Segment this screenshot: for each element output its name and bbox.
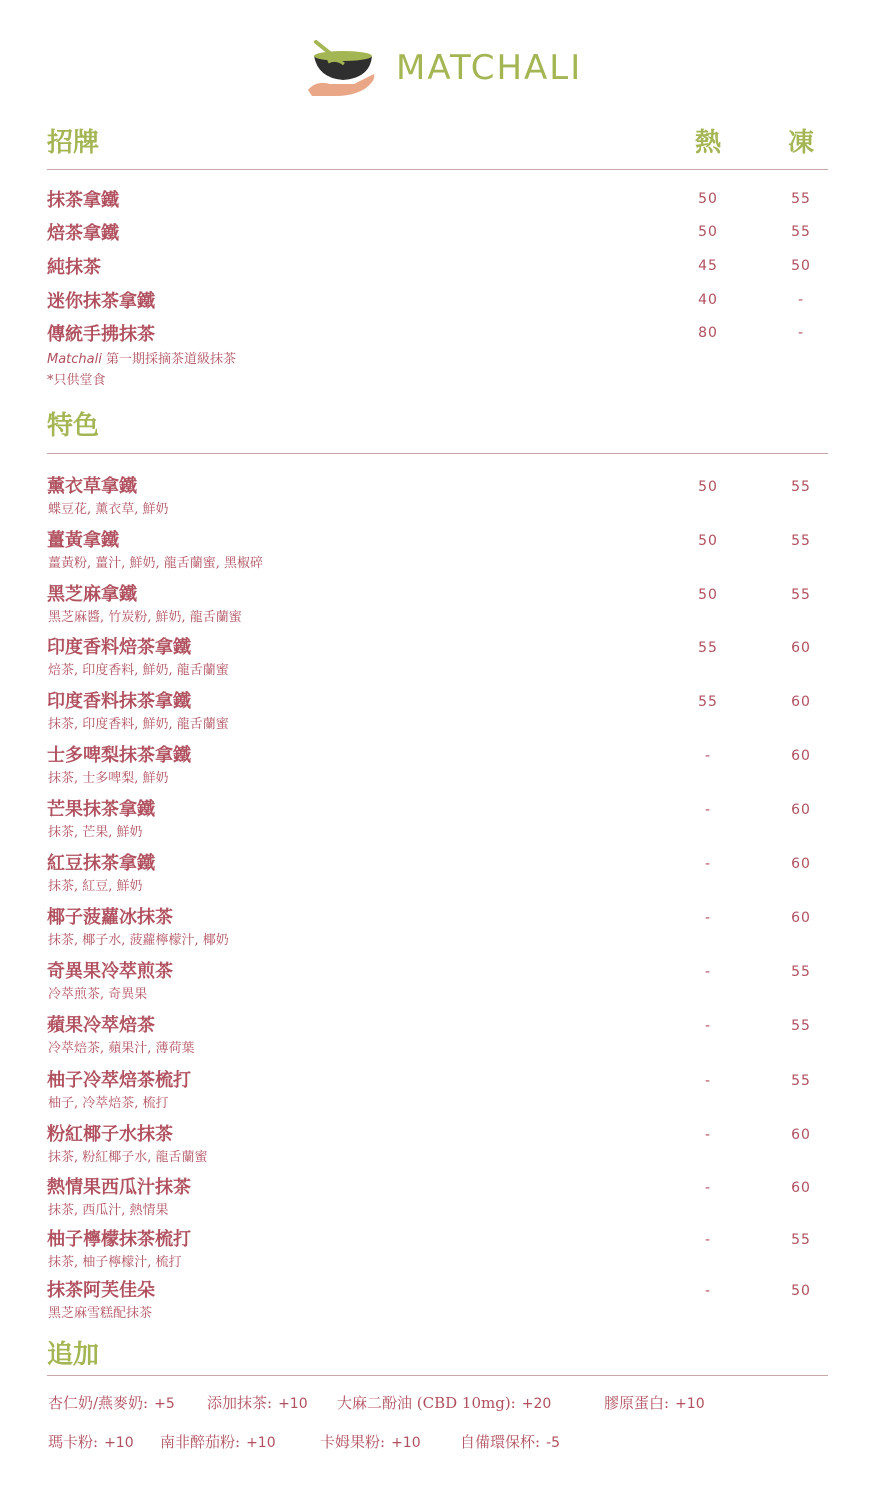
price-iced: 55	[791, 1073, 811, 1089]
price-hot: -	[704, 1127, 712, 1143]
menu-item	[47, 320, 828, 350]
price-iced: 55	[791, 224, 811, 240]
price-iced: 60	[791, 1180, 811, 1196]
price-hot: -	[704, 910, 712, 926]
divider	[47, 169, 828, 170]
item-description: 黑芝麻醬, 竹炭粉, 鮮奶, 龍舌蘭蜜	[48, 610, 242, 625]
addon-item	[160, 1431, 276, 1452]
item-name: 抹茶拿鐵	[47, 190, 119, 211]
price-hot: 80	[698, 325, 718, 341]
menu-item	[47, 1173, 828, 1223]
item-name: 印度香料抹茶拿鐵	[47, 691, 191, 712]
item-name: 純抹茶	[47, 257, 101, 278]
price-hot: -	[704, 1180, 712, 1196]
price-iced: 60	[791, 802, 811, 818]
item-name: 紅豆抹茶拿鐵	[47, 853, 155, 874]
addon-item	[207, 1392, 308, 1413]
item-description: 抹茶, 士多啤梨, 鮮奶	[48, 771, 169, 786]
item-description: 薑黃粉, 薑汁, 鮮奶, 龍舌蘭蜜, 黑椒碎	[48, 556, 264, 571]
item-description: 抹茶, 粉紅椰子水, 龍舌蘭蜜	[48, 1150, 208, 1165]
price-iced: 55	[791, 191, 811, 207]
item-name: 柚子冷萃焙茶梳打	[47, 1070, 191, 1091]
item-name: 黑芝麻拿鐵	[47, 584, 137, 605]
addon-item	[48, 1431, 134, 1452]
price-hot: 55	[698, 640, 718, 656]
addon-label: 瑪卡粉:	[48, 1433, 99, 1451]
item-name: 椰子菠蘿冰抹茶	[47, 907, 173, 928]
column-header-hot: 熱	[694, 128, 721, 158]
addon-label: 南非醉茄粉:	[160, 1433, 241, 1451]
addon-price: +10	[104, 1435, 134, 1451]
item-name: 粉紅椰子水抹茶	[47, 1124, 173, 1145]
brand-name: MATCHALI	[396, 48, 583, 88]
price-hot: -	[704, 1018, 712, 1034]
menu-item	[47, 1276, 828, 1326]
item-name: 芒果抹茶拿鐵	[47, 799, 155, 820]
price-hot: 45	[698, 258, 718, 274]
price-hot: -	[704, 964, 712, 980]
price-hot: -	[704, 1073, 712, 1089]
signature-note	[47, 348, 236, 367]
menu-item	[47, 849, 828, 899]
price-hot: -	[704, 856, 712, 872]
item-description: 抹茶, 紅豆, 鮮奶	[48, 879, 143, 894]
item-description: 焙茶, 印度香料, 鮮奶, 龍舌蘭蜜	[48, 663, 229, 678]
price-iced: 60	[791, 910, 811, 926]
menu-item	[47, 472, 828, 522]
price-hot: -	[704, 748, 712, 764]
addon-item	[320, 1431, 421, 1452]
addon-label: 膠原蛋白:	[604, 1394, 670, 1412]
item-name: 薰衣草拿鐵	[47, 476, 137, 497]
menu-item	[47, 1011, 828, 1061]
price-hot: -	[704, 802, 712, 818]
item-description: 黑芝麻雪糕配抹茶	[48, 1306, 153, 1321]
menu-item	[47, 903, 828, 953]
addon-price: +10	[278, 1396, 308, 1412]
price-hot: 50	[698, 224, 718, 240]
price-iced: 50	[791, 1283, 811, 1299]
menu-item	[47, 957, 828, 1007]
price-hot: 50	[698, 191, 718, 207]
menu-item	[47, 741, 828, 791]
price-iced: 55	[791, 533, 811, 549]
note-text: 第一期採摘茶道級抹茶	[101, 352, 236, 367]
item-name: 抹茶阿芙佳朵	[47, 1280, 155, 1301]
item-description: 抹茶, 柚子檸檬汁, 梳打	[48, 1255, 182, 1270]
addon-item	[604, 1392, 705, 1413]
price-iced: 60	[791, 1127, 811, 1143]
item-name: 柚子檸檬抹茶梳打	[47, 1229, 191, 1250]
item-name: 士多啤梨抹茶拿鐵	[47, 745, 191, 766]
item-description: 抹茶, 椰子水, 菠蘿檸檬汁, 椰奶	[48, 933, 229, 948]
menu-item	[47, 253, 828, 283]
item-description: 冷萃煎茶, 奇異果	[48, 987, 148, 1002]
price-iced: 55	[791, 1018, 811, 1034]
price-iced: 55	[791, 479, 811, 495]
price-iced: 55	[791, 1232, 811, 1248]
addon-price: +10	[675, 1396, 705, 1412]
item-description: 蝶豆花, 薰衣草, 鮮奶	[48, 502, 169, 517]
item-description: 抹茶, 芒果, 鮮奶	[48, 825, 143, 840]
addon-price: +5	[154, 1396, 175, 1412]
price-iced: -	[797, 325, 805, 341]
section-title-signature: 招牌	[47, 128, 100, 158]
dine-in-note: *只供堂食	[47, 373, 106, 388]
item-name: 焙茶拿鐵	[47, 223, 119, 244]
note-brand: Matchali	[47, 352, 102, 367]
addon-label: 添加抹茶:	[207, 1394, 273, 1412]
matcha-bowl-hand-icon	[306, 34, 378, 98]
price-iced: -	[797, 292, 805, 308]
item-name: 印度香料焙茶拿鐵	[47, 637, 191, 658]
addon-price: +20	[521, 1396, 552, 1412]
price-hot: 40	[698, 292, 718, 308]
addon-label: 卡姆果粉:	[320, 1433, 386, 1451]
addon-label: 自備環保杯:	[460, 1433, 541, 1451]
price-hot: 50	[698, 533, 718, 549]
item-name: 熱情果西瓜汁抹茶	[47, 1177, 191, 1198]
menu-item	[47, 795, 828, 845]
item-description: 柚子, 冷萃焙茶, 梳打	[48, 1096, 169, 1111]
divider	[47, 453, 828, 454]
addon-item	[337, 1392, 551, 1413]
section-title-addons: 追加	[47, 1340, 100, 1370]
menu-item	[47, 580, 828, 630]
price-iced: 55	[791, 587, 811, 603]
menu-item	[47, 1066, 828, 1116]
menu-item	[47, 287, 828, 317]
menu-item	[47, 1225, 828, 1275]
price-iced: 50	[791, 258, 811, 274]
price-iced: 60	[791, 856, 811, 872]
price-hot: 50	[698, 587, 718, 603]
divider	[47, 1375, 828, 1376]
price-iced: 55	[791, 964, 811, 980]
price-iced: 60	[791, 748, 811, 764]
item-description: 抹茶, 西瓜汁, 熱情果	[48, 1203, 169, 1218]
column-header-iced: 凍	[787, 128, 814, 158]
item-name: 傳統手拂抹茶	[47, 324, 155, 345]
item-name: 蘋果冷萃焙茶	[47, 1015, 155, 1036]
price-hot: 55	[698, 694, 718, 710]
item-description: 抹茶, 印度香料, 鮮奶, 龍舌蘭蜜	[48, 717, 229, 732]
price-hot: -	[704, 1283, 712, 1299]
price-hot: -	[704, 1232, 712, 1248]
menu-item	[47, 219, 828, 249]
menu-item	[47, 186, 828, 216]
addon-price: +10	[391, 1435, 421, 1451]
price-hot: 50	[698, 479, 718, 495]
price-iced: 60	[791, 694, 811, 710]
addon-price: -5	[546, 1435, 561, 1451]
addon-label: 杏仁奶/燕麥奶:	[48, 1394, 149, 1412]
addon-price: +10	[246, 1435, 276, 1451]
addon-item	[460, 1431, 560, 1452]
menu-item	[47, 687, 828, 737]
price-iced: 60	[791, 640, 811, 656]
item-name: 薑黃拿鐵	[47, 530, 119, 551]
menu-item	[47, 526, 828, 576]
menu-item	[47, 633, 828, 683]
section-title-special: 特色	[47, 411, 100, 441]
menu-item	[47, 1120, 828, 1170]
addon-item	[48, 1392, 175, 1413]
addon-label: 大麻二酚油 (CBD 10mg):	[337, 1394, 516, 1412]
item-name: 迷你抹茶拿鐵	[47, 291, 155, 312]
brand-header	[0, 30, 874, 100]
item-description: 冷萃焙茶, 蘋果汁, 薄荷葉	[48, 1041, 195, 1056]
item-name: 奇異果冷萃煎茶	[47, 961, 173, 982]
